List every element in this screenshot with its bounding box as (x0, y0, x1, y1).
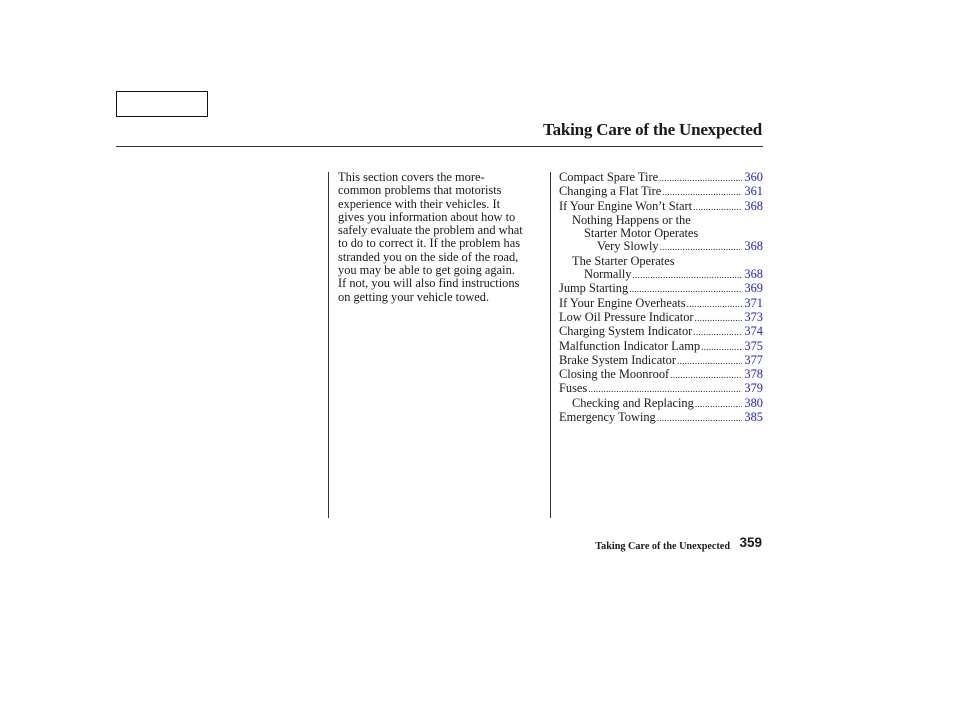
toc-page-link[interactable]: 361 (744, 184, 763, 199)
intro-line: experience with their vehicles. It (338, 196, 501, 211)
page-number: 359 (739, 535, 762, 550)
intro-line: common problems that motorists (338, 183, 502, 198)
toc-item-label: Checking and Replacing (572, 395, 694, 410)
toc-item-engine-overheats[interactable] (559, 297, 763, 311)
toc-item-closing-moonroof[interactable] (559, 368, 763, 382)
toc-item-label-line: The Starter Operates (572, 253, 675, 268)
toc-item-fuses[interactable] (559, 382, 763, 396)
intro-line: gives you information about how to (338, 209, 516, 224)
dot-leader (693, 325, 742, 339)
toc-page-link[interactable]: 377 (744, 352, 763, 367)
toc-page-link[interactable]: 368 (744, 267, 763, 282)
dot-leader (657, 411, 743, 425)
toc-item-label: Fuses (559, 381, 588, 396)
toc-item-label: Charging System Indicator (559, 324, 693, 339)
toc-item-label: Very Slowly (597, 239, 659, 254)
toc-item-label-line: Starter Motor Operates (584, 226, 699, 241)
intro-line: to do to correct it. If the problem has (338, 236, 521, 251)
toc-page-link[interactable]: 368 (744, 198, 763, 213)
main-menu-button[interactable] (116, 91, 208, 117)
intro-line: you may be able to get going again. (338, 263, 515, 278)
dot-leader (629, 282, 742, 296)
footer-section-label: Taking Care of the Unexpected (595, 541, 730, 552)
toc-page-link[interactable]: 385 (744, 410, 763, 425)
dot-leader (693, 200, 742, 214)
toc-item-checking-replacing[interactable] (559, 397, 763, 411)
title-divider (116, 146, 763, 147)
toc-item-emergency-towing[interactable] (559, 411, 763, 425)
column-divider-middle (550, 172, 551, 518)
dot-leader (633, 268, 743, 282)
table-of-contents (559, 171, 763, 425)
toc-page-link[interactable]: 369 (744, 281, 763, 296)
dot-leader (670, 368, 742, 382)
intro-paragraph (338, 171, 548, 304)
toc-page-link[interactable]: 380 (744, 395, 763, 410)
dot-leader (687, 297, 743, 311)
toc-page-link[interactable]: 378 (744, 367, 763, 382)
toc-item-label: Jump Starting (559, 281, 629, 296)
toc-item-charging-system[interactable] (559, 325, 763, 339)
toc-page-link[interactable]: 371 (744, 295, 763, 310)
toc-page-link[interactable]: 374 (744, 324, 763, 339)
toc-item-label: If Your Engine Overheats (559, 295, 686, 310)
dot-leader (677, 354, 742, 368)
toc-item-compact-spare-tire[interactable] (559, 171, 763, 185)
toc-item-starter-very-slowly[interactable] (559, 214, 763, 255)
toc-page-link[interactable]: 368 (744, 239, 763, 254)
toc-item-low-oil-pressure[interactable] (559, 311, 763, 325)
toc-item-starter-normally[interactable] (559, 255, 763, 283)
toc-page-link[interactable]: 375 (744, 338, 763, 353)
toc-item-label: Malfunction Indicator Lamp (559, 338, 701, 353)
dot-leader (662, 185, 742, 199)
toc-item-label: Normally (584, 267, 632, 282)
dot-leader (660, 240, 743, 254)
intro-line: If not, you will also find instructions (338, 276, 520, 291)
toc-item-label: Brake System Indicator (559, 352, 676, 367)
toc-item-changing-flat-tire[interactable] (559, 185, 763, 199)
toc-item-label-line: Nothing Happens or the (572, 212, 691, 227)
toc-page-link[interactable]: 373 (744, 309, 763, 324)
toc-item-jump-starting[interactable] (559, 282, 763, 296)
toc-item-malfunction-indicator[interactable] (559, 340, 763, 354)
toc-item-label: Compact Spare Tire (559, 170, 659, 184)
dot-leader (701, 340, 742, 354)
toc-item-brake-system[interactable] (559, 354, 763, 368)
intro-line: safely evaluate the problem and what (338, 223, 523, 238)
dot-leader (695, 397, 743, 411)
dot-leader (588, 382, 742, 396)
toc-item-label: Closing the Moonroof (559, 367, 670, 382)
toc-page-link[interactable]: 360 (744, 170, 763, 184)
dot-leader (695, 311, 743, 325)
intro-line: on getting your vehicle towed. (338, 289, 490, 304)
toc-item-engine-wont-start[interactable] (559, 200, 763, 214)
toc-page-link[interactable]: 379 (744, 381, 763, 396)
section-title: Taking Care of the Unexpected (543, 120, 762, 139)
column-divider-left (328, 172, 329, 518)
intro-line: This section covers the more- (338, 170, 485, 184)
toc-item-label: If Your Engine Won’t Start (559, 198, 693, 213)
toc-item-label: Emergency Towing (559, 410, 656, 425)
intro-line: stranded you on the side of the road, (338, 249, 519, 264)
dot-leader (659, 171, 742, 185)
toc-item-label: Changing a Flat Tire (559, 184, 662, 199)
toc-item-label: Low Oil Pressure Indicator (559, 309, 694, 324)
